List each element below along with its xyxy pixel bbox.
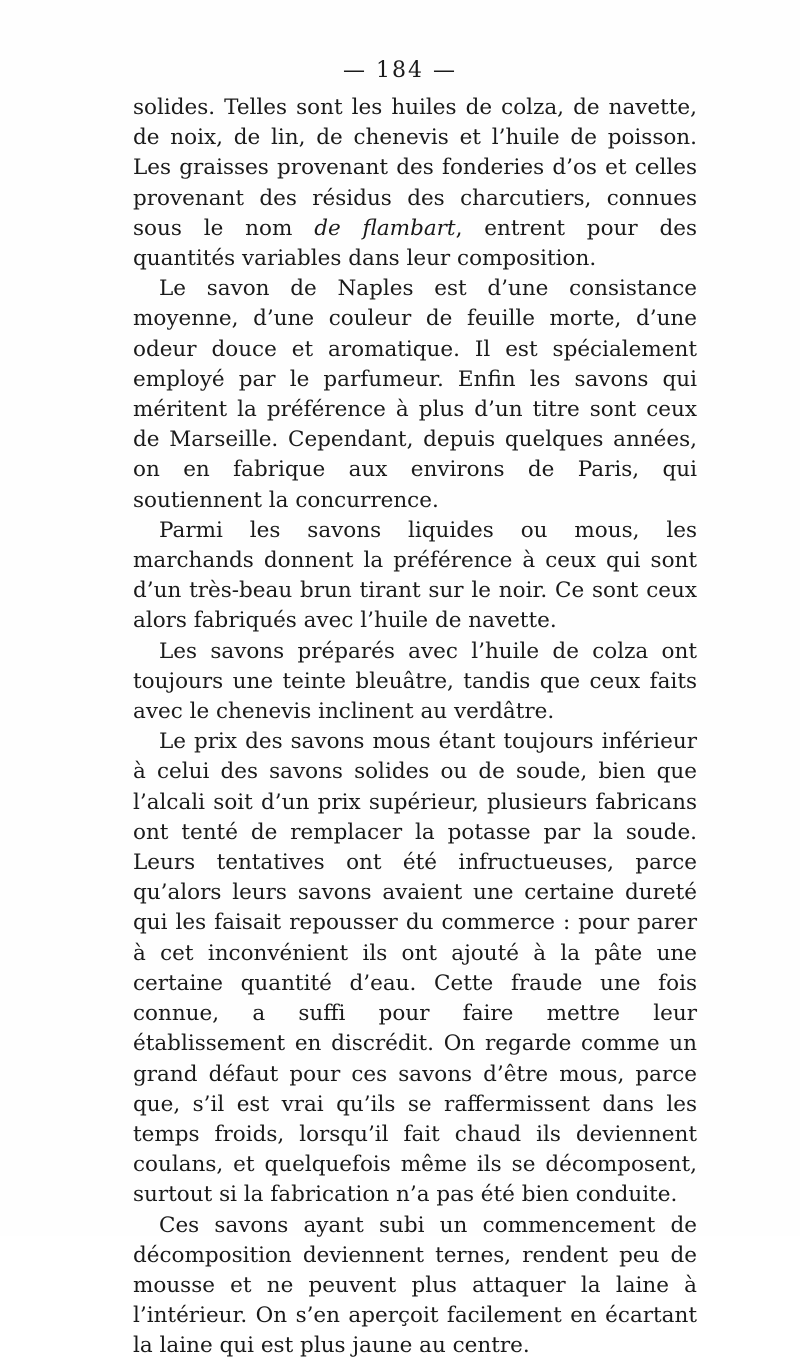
paragraph-1 [133, 93, 697, 274]
paragraph-1-text-b: , entrent pour des quantités variables dans leur composition. [133, 215, 698, 272]
page-number: — 184 — [343, 58, 457, 83]
paragraph-2: Le savon de Naples est d’une consistance moyenne, d’une couleur de feuille morte, d’une odeur douce et aromatique. Il est spécialement employé par le parfumeur. Enfin les savons qui méritent la préférence à plus d’un titre sont ceux de Marseille. Cependant, depuis quelques années, on en fabrique aux environs de Paris, qui soutiennent la concurrence. [133, 276, 697, 513]
paragraph-6: Ces savons ayant subi un commencement de décomposition deviennent ternes, rendent peu de mousse et ne peuvent plus attaquer la laine à l’intérieur. On s’en aperçoit facilement en écartant la laine qui est plus jaune au centre. [133, 1212, 697, 1359]
paragraph-4: Les savons préparés avec l’huile de colza ont toujours une teinte bleuâtre, tandis que ceux faits avec le chenevis inclinent au verdâtre. [133, 638, 697, 725]
paragraph-5: Le prix des savons mous étant toujours inférieur à celui des savons solides ou de soude, bien que l’alcali soit d’un prix supérieur, plusieurs fabricans ont tenté de remplacer la potasse par la soude. Leurs tentatives ont été infructueuses, parce qu’alors leurs savons avaient une certaine dureté qui les faisait repousser du commerce : pour parer à cet inconvénient ils ont ajouté à la pâte une certaine quantité d’eau. Cette fraude une fois connue, a suffi pour faire mettre leur établissement en discrédit. On regarde comme un grand défaut pour ces savons d’être mous, parce que, s’il est vrai qu’ils se raffermissent dans les temps froids, lorsqu’il fait chaud ils deviennent coulans, et quelquefois même ils se décomposent, surtout si la fabrication n’a pas été bien conduite. [133, 729, 697, 1208]
body-text [133, 93, 697, 1362]
paragraph-1-italic-term: de flambart [314, 215, 456, 241]
paragraph-1-text-a: solides. Telles sont les huiles de colza, de navette, de noix, de lin, de chenevis et l’huile de poisson. Les graisses provenant des fonderies d’os et celles provenant des résidus des charcutiers, connues sous le nom [133, 95, 697, 241]
paragraph-3: Parmi les savons liquides ou mous, les marchands donnent la préférence à ceux qui sont d’un très-beau brun tirant sur le noir. Ce sont ceux alors fabriqués avec l’huile de navette. [133, 517, 697, 634]
